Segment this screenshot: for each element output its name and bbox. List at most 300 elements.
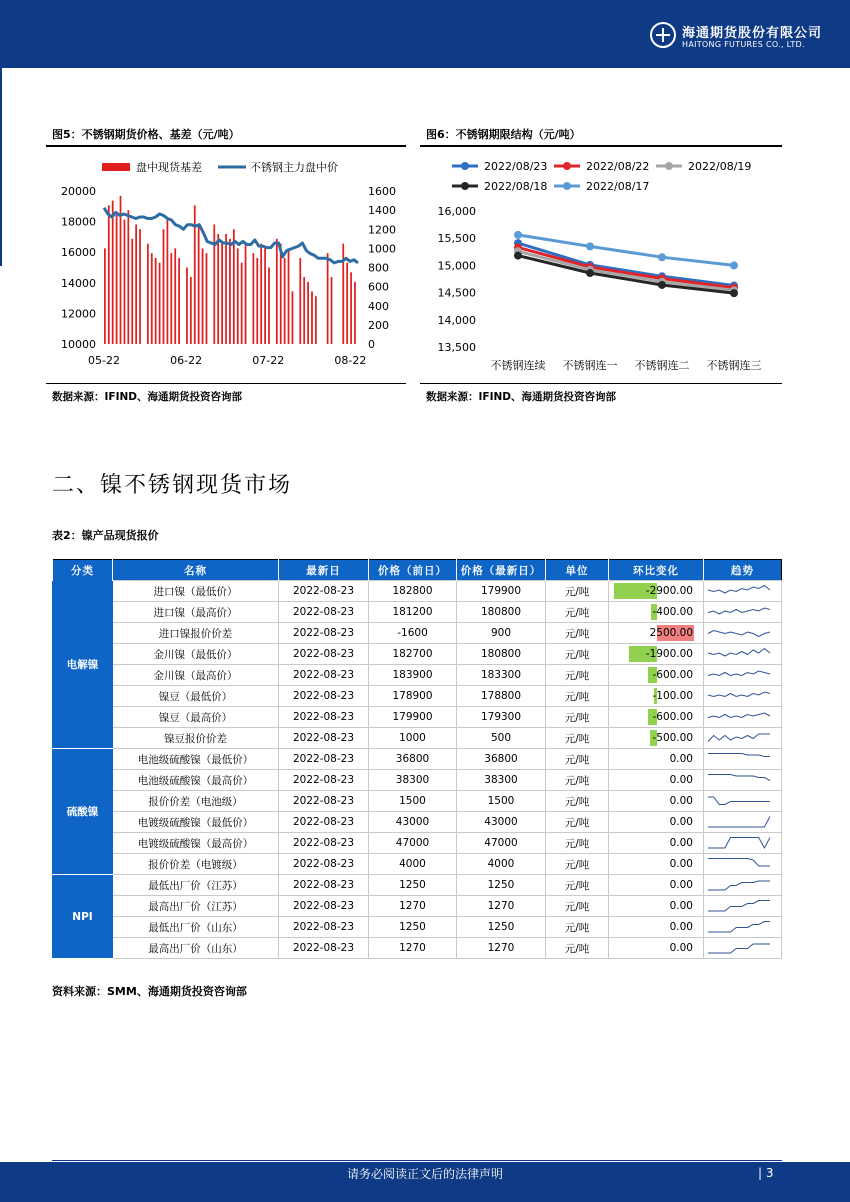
fig5-basis-bar xyxy=(229,239,231,344)
fig6-series-point xyxy=(730,289,738,297)
col-header-prev-price: 价格（前日） xyxy=(369,560,457,581)
prev-price-cell: 38300 xyxy=(369,770,457,791)
fig5-source: 数据来源：IFIND、海通期货投资咨询部 xyxy=(52,391,242,403)
fig6-top-rule xyxy=(420,145,782,147)
company-name-en: HAITONG FUTURES CO., LTD. xyxy=(682,40,805,49)
fig6-y-tick: 13,500 xyxy=(437,341,476,354)
date-cell: 2022-08-23 xyxy=(279,791,369,812)
table-row xyxy=(53,770,782,791)
unit-cell: 元/吨 xyxy=(546,707,609,728)
prev-price-cell: 183900 xyxy=(369,665,457,686)
fig5-y-left-tick: 20000 xyxy=(61,185,96,198)
fig5-basis-bar xyxy=(264,248,266,344)
trend-sparkline xyxy=(704,876,774,895)
change-cell xyxy=(609,581,704,602)
latest-price-cell: 47000 xyxy=(457,833,546,854)
fig5-y-right-tick: 600 xyxy=(368,280,389,294)
unit-cell: 元/吨 xyxy=(546,812,609,833)
table-title: 表2：镍产品现货报价 xyxy=(52,529,159,542)
fig5-basis-bar xyxy=(217,234,219,344)
trend-sparkline xyxy=(704,792,774,811)
product-name-cell: 最高出厂价（山东） xyxy=(113,938,279,959)
change-value: -600.00 xyxy=(652,711,693,723)
latest-price-cell: 179900 xyxy=(457,581,546,602)
unit-cell: 元/吨 xyxy=(546,770,609,791)
product-name-cell: 金川镍（最高价） xyxy=(113,665,279,686)
fig5-x-tick: 06-22 xyxy=(170,354,203,367)
trend-cell xyxy=(704,707,782,728)
fig5-basis-bar xyxy=(311,291,313,344)
trend-sparkline xyxy=(704,708,774,727)
trend-cell xyxy=(704,896,782,917)
trend-cell xyxy=(704,581,782,602)
fig5-x-tick: 08-22 xyxy=(334,354,367,367)
trend-cell xyxy=(704,854,782,875)
fig6-title: 图6：不锈钢期限结构（元/吨） xyxy=(426,128,581,141)
date-cell: 2022-08-23 xyxy=(279,749,369,770)
fig5-basis-bar xyxy=(198,224,200,344)
fig5-top-rule xyxy=(46,145,406,147)
trend-line xyxy=(708,753,770,756)
change-value: -500.00 xyxy=(652,732,693,744)
fig5-y-left-tick: 10000 xyxy=(61,338,96,351)
table-row xyxy=(53,875,782,896)
latest-price-cell: 1250 xyxy=(457,875,546,896)
product-name-cell: 镍豆（最低价） xyxy=(113,686,279,707)
fig5-basis-bar xyxy=(178,258,180,344)
fig5-svg xyxy=(46,148,406,380)
prev-price-cell: 179900 xyxy=(369,707,457,728)
latest-price-cell: 180800 xyxy=(457,602,546,623)
change-value: 0.00 xyxy=(669,900,693,912)
fig5-basis-bar xyxy=(127,210,129,344)
fig5-x-tick: 07-22 xyxy=(252,354,285,367)
fig5-basis-bar xyxy=(124,220,126,344)
table-row xyxy=(53,686,782,707)
trend-cell xyxy=(704,812,782,833)
company-name-cn: 海通期货股份有限公司 xyxy=(682,26,823,41)
trend-sparkline xyxy=(704,939,774,958)
prev-price-cell: 1000 xyxy=(369,728,457,749)
page-number-value: 3 xyxy=(765,1166,774,1180)
date-cell: 2022-08-23 xyxy=(279,938,369,959)
table-row xyxy=(53,602,782,623)
fig6-y-tick: 15,500 xyxy=(437,232,476,246)
change-value: -2900.00 xyxy=(645,585,693,597)
product-name-cell: 电池级硫酸镍（最低价） xyxy=(113,749,279,770)
product-name-cell: 进口镍（最低价） xyxy=(113,581,279,602)
col-header-latest-price: 价格（最新日） xyxy=(457,560,546,581)
change-value: 0.00 xyxy=(669,858,693,870)
fig6-y-tick: 14,500 xyxy=(437,286,476,300)
change-cell xyxy=(609,791,704,812)
unit-cell: 元/吨 xyxy=(546,833,609,854)
latest-price-cell: 178800 xyxy=(457,686,546,707)
col-header-trend: 趋势 xyxy=(704,560,782,581)
trend-line xyxy=(708,692,770,697)
fig6-y-tick: 14,000 xyxy=(437,313,476,327)
table-row xyxy=(53,812,782,833)
product-name-cell: 电镀级硫酸镍（最高价） xyxy=(113,833,279,854)
fig5-basis-bar xyxy=(346,263,348,344)
fig5-basis-bar xyxy=(131,239,133,344)
table-row xyxy=(53,917,782,938)
trend-cell xyxy=(704,791,782,812)
unit-cell: 元/吨 xyxy=(546,644,609,665)
date-cell: 2022-08-23 xyxy=(279,644,369,665)
fig6-series-point xyxy=(658,281,666,289)
fig6-legend-label: 2022/08/23 xyxy=(484,160,548,173)
change-cell xyxy=(609,812,704,833)
trend-sparkline xyxy=(704,834,774,853)
fig5-basis-bar xyxy=(276,239,278,344)
section-title: 二、镍不锈钢现货市场 xyxy=(52,473,293,498)
fig5-y-right-tick: 1000 xyxy=(368,242,396,256)
fig6-x-tick: 不锈钢连三 xyxy=(706,359,762,372)
date-cell: 2022-08-23 xyxy=(279,707,369,728)
change-cell xyxy=(609,875,704,896)
fig5-x-tick: 05-22 xyxy=(88,354,120,367)
change-value: -100.00 xyxy=(652,690,693,702)
change-cell xyxy=(609,728,704,749)
trend-cell xyxy=(704,833,782,854)
trend-line xyxy=(708,858,770,866)
date-cell: 2022-08-23 xyxy=(279,896,369,917)
legend-label-basis: 盘中现货基差 xyxy=(136,161,202,174)
fig5-basis-bar xyxy=(268,268,270,345)
fig6-source: 数据来源：IFIND、海通期货投资咨询部 xyxy=(426,391,616,403)
table-row xyxy=(53,665,782,686)
fig5-basis-bar xyxy=(159,263,161,344)
unit-cell: 元/吨 xyxy=(546,623,609,644)
trend-line xyxy=(708,921,770,932)
prev-price-cell: 36800 xyxy=(369,749,457,770)
logo-icon xyxy=(650,22,676,48)
footer-disclaimer: 请务必阅读正文后的法律声明 xyxy=(346,1167,503,1181)
date-cell: 2022-08-23 xyxy=(279,812,369,833)
prev-price-cell: 1270 xyxy=(369,896,457,917)
date-cell: 2022-08-23 xyxy=(279,917,369,938)
date-cell: 2022-08-23 xyxy=(279,623,369,644)
trend-sparkline xyxy=(704,729,774,748)
table-row xyxy=(53,623,782,644)
date-cell: 2022-08-23 xyxy=(279,833,369,854)
table-row xyxy=(53,896,782,917)
fig6-y-tick: 16,000 xyxy=(437,205,476,218)
latest-price-cell: 4000 xyxy=(457,854,546,875)
product-name-cell: 报价价差（电镀级） xyxy=(113,854,279,875)
unit-cell: 元/吨 xyxy=(546,875,609,896)
trend-line xyxy=(708,671,770,676)
fig5-y-left-tick: 16000 xyxy=(61,246,96,260)
change-value: -600.00 xyxy=(652,669,693,681)
trend-cell xyxy=(704,917,782,938)
change-value: 0.00 xyxy=(669,816,693,828)
unit-cell: 元/吨 xyxy=(546,665,609,686)
fig5-basis-bar xyxy=(225,234,227,344)
fig6-x-tick: 不锈钢连一 xyxy=(562,359,618,372)
trend-line xyxy=(708,630,770,636)
fig6-chart xyxy=(420,148,782,380)
table-row xyxy=(53,791,782,812)
fig5-plot-area xyxy=(61,185,396,367)
product-name-cell: 金川镍（最低价） xyxy=(113,644,279,665)
category-cell: 硫酸镍 xyxy=(53,749,113,875)
trend-sparkline xyxy=(704,687,774,706)
product-name-cell: 镍豆报价价差 xyxy=(113,728,279,749)
prev-price-cell: 182700 xyxy=(369,644,457,665)
trend-line xyxy=(708,713,770,718)
page-number: | 3 xyxy=(758,1166,774,1180)
fig5-bottom-rule xyxy=(46,383,406,384)
prev-price-cell: 1270 xyxy=(369,938,457,959)
product-name-cell: 最低出厂价（山东） xyxy=(113,917,279,938)
fig6-x-tick: 不锈钢连续 xyxy=(490,359,546,372)
fig5-basis-bar xyxy=(331,277,333,344)
product-name-cell: 电镀级硫酸镍（最低价） xyxy=(113,812,279,833)
trend-sparkline xyxy=(704,897,774,916)
trend-line xyxy=(708,944,770,953)
nickel-quote-table xyxy=(52,559,782,959)
change-cell xyxy=(609,644,704,665)
unit-cell: 元/吨 xyxy=(546,749,609,770)
latest-price-cell: 1270 xyxy=(457,896,546,917)
fig5-basis-bar xyxy=(155,258,157,344)
prev-price-cell: 1250 xyxy=(369,917,457,938)
fig5-y-right-tick: 0 xyxy=(368,338,375,351)
fig6-svg xyxy=(420,148,782,380)
trend-line xyxy=(708,734,770,742)
fig5-basis-bar xyxy=(315,296,317,344)
fig5-basis-bar xyxy=(292,291,294,344)
fig5-y-right-tick: 800 xyxy=(368,261,389,275)
fig5-basis-bar xyxy=(139,229,141,344)
change-cell xyxy=(609,665,704,686)
fig5-y-right-tick: 400 xyxy=(368,299,389,313)
latest-price-cell: 180800 xyxy=(457,644,546,665)
unit-cell: 元/吨 xyxy=(546,728,609,749)
table-row xyxy=(53,833,782,854)
trend-line xyxy=(708,837,770,848)
fig6-x-tick: 不锈钢连二 xyxy=(634,359,690,372)
trend-cell xyxy=(704,938,782,959)
change-value: 0.00 xyxy=(669,879,693,891)
fig6-legend-label: 2022/08/22 xyxy=(586,160,650,173)
fig5-basis-bar xyxy=(135,224,137,344)
change-cell xyxy=(609,896,704,917)
fig6-legend-label: 2022/08/17 xyxy=(586,180,650,193)
fig6-series-point xyxy=(586,242,594,250)
fig5-chart xyxy=(46,148,406,380)
table-header-row xyxy=(53,560,782,581)
product-name-cell: 最低出厂价（江苏） xyxy=(113,875,279,896)
col-header-unit: 单位 xyxy=(546,560,609,581)
unit-cell: 元/吨 xyxy=(546,581,609,602)
latest-price-cell: 500 xyxy=(457,728,546,749)
trend-cell xyxy=(704,602,782,623)
trend-sparkline xyxy=(704,624,774,643)
change-cell xyxy=(609,602,704,623)
fig6-y-tick: 15,000 xyxy=(437,259,476,273)
fig6-series-point xyxy=(514,252,522,260)
table-source-note: 资料来源：SMM、海通期货投资咨询部 xyxy=(52,985,247,998)
fig5-basis-bar xyxy=(252,253,254,344)
prev-price-cell: 4000 xyxy=(369,854,457,875)
prev-price-cell: 43000 xyxy=(369,812,457,833)
fig5-basis-bar xyxy=(170,253,172,344)
fig6-legend-marker xyxy=(461,162,469,170)
trend-sparkline xyxy=(704,813,774,832)
trend-cell xyxy=(704,686,782,707)
latest-price-cell: 1250 xyxy=(457,917,546,938)
prev-price-cell: 182800 xyxy=(369,581,457,602)
trend-sparkline xyxy=(704,855,774,874)
table-row xyxy=(53,728,782,749)
trend-cell xyxy=(704,728,782,749)
category-cell: 电解镍 xyxy=(53,581,113,749)
unit-cell: 元/吨 xyxy=(546,791,609,812)
fig5-basis-bar xyxy=(221,244,223,344)
fig5-basis-bar xyxy=(245,244,247,344)
fig6-legend-marker xyxy=(563,182,571,190)
fig6-series-point xyxy=(658,253,666,261)
fig5-basis-bar xyxy=(241,263,243,344)
fig6-legend-label: 2022/08/19 xyxy=(688,160,752,173)
latest-price-cell: 900 xyxy=(457,623,546,644)
table-body xyxy=(53,581,782,959)
fig5-y-right-tick: 1400 xyxy=(368,204,396,218)
change-value: 0.00 xyxy=(669,795,693,807)
fig5-basis-bar xyxy=(116,215,118,344)
latest-price-cell: 1500 xyxy=(457,791,546,812)
fig5-basis-bar xyxy=(167,220,169,344)
footer-rule xyxy=(52,1160,782,1161)
trend-cell xyxy=(704,875,782,896)
fig5-y-right-tick: 1200 xyxy=(368,223,396,237)
date-cell: 2022-08-23 xyxy=(279,728,369,749)
latest-price-cell: 43000 xyxy=(457,812,546,833)
change-cell xyxy=(609,917,704,938)
change-value: 0.00 xyxy=(669,942,693,954)
fig5-y-right-tick: 200 xyxy=(368,318,389,332)
fig5-basis-bar xyxy=(237,248,239,344)
trend-sparkline xyxy=(704,603,774,622)
fig5-basis-bar xyxy=(354,282,356,344)
change-value: 0.00 xyxy=(669,921,693,933)
change-value: 0.00 xyxy=(669,753,693,765)
table-row xyxy=(53,854,782,875)
fig5-basis-bar xyxy=(151,253,153,344)
change-cell xyxy=(609,854,704,875)
fig5-basis-bar xyxy=(288,248,290,344)
prev-price-cell: 178900 xyxy=(369,686,457,707)
prev-price-cell: 47000 xyxy=(369,833,457,854)
latest-price-cell: 179300 xyxy=(457,707,546,728)
fig5-basis-bar xyxy=(233,229,235,344)
prev-price-cell: 1250 xyxy=(369,875,457,896)
col-header-category: 分类 xyxy=(53,560,113,581)
change-cell xyxy=(609,707,704,728)
fig5-y-left-tick: 18000 xyxy=(61,215,96,229)
prev-price-cell: 181200 xyxy=(369,602,457,623)
fig5-y-right-tick: 1600 xyxy=(368,185,396,198)
trend-cell xyxy=(704,623,782,644)
fig5-basis-bar xyxy=(202,248,204,344)
fig6-legend-label: 2022/08/18 xyxy=(484,180,548,193)
fig5-basis-bar xyxy=(186,268,188,345)
date-cell: 2022-08-23 xyxy=(279,602,369,623)
fig5-price-line xyxy=(104,208,358,263)
product-name-cell: 报价价差（电池级） xyxy=(113,791,279,812)
left-accent-bar xyxy=(0,68,2,266)
change-value: 0.00 xyxy=(669,837,693,849)
fig5-y-left-tick: 12000 xyxy=(61,307,96,321)
fig6-series-point xyxy=(586,269,594,277)
latest-price-cell: 38300 xyxy=(457,770,546,791)
change-value: 2500.00 xyxy=(649,627,693,639)
trend-line xyxy=(708,797,770,805)
product-name-cell: 电池级硫酸镍（最高价） xyxy=(113,770,279,791)
trend-cell xyxy=(704,770,782,791)
date-cell: 2022-08-23 xyxy=(279,854,369,875)
fig6-legend xyxy=(452,160,751,193)
legend-label-price: 不锈钢主力盘中价 xyxy=(250,161,338,174)
trend-sparkline xyxy=(704,750,774,769)
date-cell: 2022-08-23 xyxy=(279,875,369,896)
date-cell: 2022-08-23 xyxy=(279,686,369,707)
change-value: -400.00 xyxy=(652,606,693,618)
trend-sparkline xyxy=(704,918,774,937)
table-row xyxy=(53,644,782,665)
fig6-plot-area xyxy=(438,205,762,372)
fig5-y-left-tick: 14000 xyxy=(61,276,96,290)
fig5-basis-bar xyxy=(112,201,114,344)
product-name-cell: 进口镍（最高价） xyxy=(113,602,279,623)
unit-cell: 元/吨 xyxy=(546,917,609,938)
change-cell xyxy=(609,749,704,770)
table-row xyxy=(53,938,782,959)
prev-price-cell: -1600 xyxy=(369,623,457,644)
table-row xyxy=(53,581,782,602)
change-cell xyxy=(609,686,704,707)
fig6-legend-marker xyxy=(461,182,469,190)
latest-price-cell: 36800 xyxy=(457,749,546,770)
fig6-series-point xyxy=(514,231,522,239)
fig5-basis-bar xyxy=(190,277,192,344)
product-name-cell: 镍豆（最高价） xyxy=(113,707,279,728)
col-header-date: 最新日 xyxy=(279,560,369,581)
table-row xyxy=(53,749,782,770)
legend-swatch-basis xyxy=(102,163,130,171)
fig5-basis-bar xyxy=(206,253,208,344)
fig5-basis-bar xyxy=(104,248,106,344)
latest-price-cell: 183300 xyxy=(457,665,546,686)
fig5-basis-bar xyxy=(280,244,282,344)
fig5-basis-bar xyxy=(327,253,329,344)
date-cell: 2022-08-23 xyxy=(279,770,369,791)
fig6-legend-marker xyxy=(665,162,673,170)
fig5-basis-bar xyxy=(108,205,110,344)
col-header-change: 环比变化 xyxy=(609,560,704,581)
fig5-title: 图5：不锈钢期货价格、基差（元/吨） xyxy=(52,128,240,141)
trend-line xyxy=(708,900,770,911)
change-cell xyxy=(609,938,704,959)
trend-sparkline xyxy=(704,645,774,664)
trend-sparkline xyxy=(704,666,774,685)
fig5-basis-bar xyxy=(260,244,262,344)
table-row xyxy=(53,707,782,728)
fig5-basis-bar xyxy=(299,258,301,344)
